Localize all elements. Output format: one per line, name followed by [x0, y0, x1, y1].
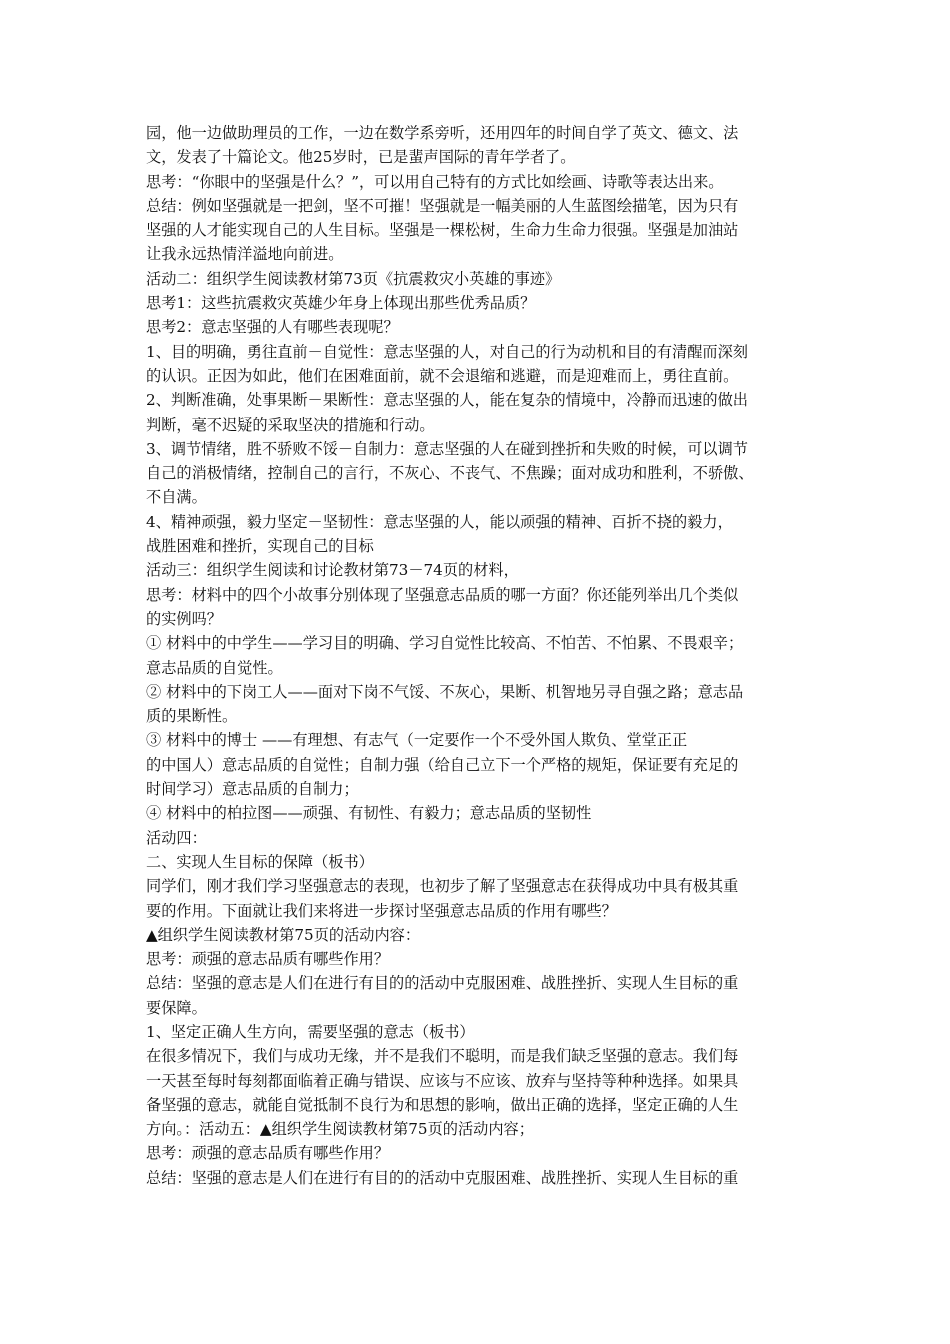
text-line: 要保障。 — [146, 998, 207, 1017]
text-line: 总结：例如坚强就是一把剑，坚不可摧！坚强就是一幅美丽的人生蓝图绘描笔，因为只有 — [146, 196, 739, 215]
text-line: ② 材料中的下岗工人——面对下岗不气馁、不灰心，果断、机智地另寻自强之路；意志品 — [146, 682, 744, 701]
text-line: 的中国人）意志品质的自觉性；自制力强（给自己立下一个严格的规矩，保证要有充足的 — [146, 755, 739, 774]
text-line: 让我永远热情洋溢地向前进。 — [146, 245, 344, 264]
text-line: ④ 材料中的柏拉图——顽强、有韧性、有毅力；意志品质的坚韧性 — [146, 804, 592, 823]
text-line: 思考：顽强的意志品质有哪些作用？ — [146, 1144, 389, 1163]
text-line: 坚强的人才能实现自己的人生目标。坚强是一棵松树，生命力生命力很强。坚强是加油站 — [146, 221, 739, 240]
text-line: 意志品质的自觉性。 — [146, 658, 283, 677]
text-line: 判断，毫不迟疑的采取坚决的措施和行动。 — [146, 415, 435, 434]
text-line: 方向。：活动五：▲组织学生阅读教材第75页的活动内容； — [146, 1120, 534, 1139]
text-line: 3、调节情绪，胜不骄败不馁－自制力：意志坚强的人在碰到挫折和失败的时候，可以调节 — [146, 439, 748, 458]
text-line: 二、实现人生目标的保障（板书） — [146, 852, 374, 871]
text-line: 不自满。 — [146, 488, 207, 507]
text-line: 1、坚定正确人生方向，需要坚强的意志（板书） — [146, 1022, 475, 1041]
text-line: 2、判断准确，处事果断－果断性：意志坚强的人，能在复杂的情境中，冷静而迅速的做出 — [146, 391, 748, 410]
text-line: 4、精神顽强，毅力坚定－坚韧性：意志坚强的人，能以顽强的精神、百折不挠的毅力， — [146, 512, 733, 531]
text-line: 思考1：这些抗震救灾英雄少年身上体现出那些优秀品质？ — [146, 294, 536, 313]
text-line: 的认识。正因为如此，他们在困难面前，就不会退缩和逃避，而是迎难而上，勇往直前。 — [146, 366, 739, 385]
text-line: 活动四： — [146, 828, 207, 847]
text-line: 总结：坚强的意志是人们在进行有目的的活动中克服困难、战胜挫折、实现人生目标的重 — [146, 1168, 739, 1187]
text-line: ③ 材料中的博士 ——有理想、有志气（一定要作一个不受外国人欺负、堂堂正正 — [146, 731, 688, 750]
text-line: ① 材料中的中学生——学习目的明确、学习自觉性比较高、不怕苦、不怕累、不畏艰辛； — [146, 634, 744, 653]
text-line: 一天甚至每时每刻都面临着正确与错误、应该与不应该、放弃与坚持等种种选择。如果具 — [146, 1071, 739, 1090]
text-line: 在很多情况下，我们与成功无缘，并不是我们不聪明，而是我们缺乏坚强的意志。我们每 — [146, 1047, 739, 1066]
text-line: 时间学习）意志品质的自制力； — [146, 780, 359, 799]
text-line: 思考：“你眼中的坚强是什么？”，可以用自己特有的方式比如绘画、诗歌等表达出来。 — [146, 172, 724, 191]
text-line: 1、目的明确，勇往直前－自觉性：意志坚强的人，对自己的行为动机和目的有清醒而深刻 — [146, 342, 748, 361]
document-body — [146, 121, 818, 1190]
text-line: 要的作用。下面就让我们来将进一步探讨坚强意志品质的作用有哪些？ — [146, 901, 617, 920]
text-line: 同学们，刚才我们学习坚强意志的表现，也初步了解了坚强意志在获得成功中具有极其重 — [146, 877, 739, 896]
text-line: ▲组织学生阅读教材第75页的活动内容： — [146, 925, 421, 944]
text-line: 质的果断性。 — [146, 707, 238, 726]
text-line: 园，他一边做助理员的工作，一边在数学系旁听，还用四年的时间自学了英文、德文、法 — [146, 124, 739, 142]
text-line: 活动三：组织学生阅读和讨论教材第73－74页的材料， — [146, 561, 519, 580]
text-line: 思考：顽强的意志品质有哪些作用？ — [146, 950, 389, 969]
text-line: 总结：坚强的意志是人们在进行有目的的活动中克服困难、战胜挫折、实现人生目标的重 — [146, 974, 739, 993]
text-line: 的实例吗？ — [146, 609, 222, 628]
text-line: 文，发表了十篇论文。他25岁时，已是蜚声国际的青年学者了。 — [146, 148, 576, 167]
text-line: 活动二：组织学生阅读教材第73页《抗震救灾小英雄的事迹》 — [146, 269, 561, 288]
text-line: 思考：材料中的四个小故事分别体现了坚强意志品质的哪一方面？你还能列举出几个类似 — [146, 585, 739, 604]
text-line: 战胜困难和挫折，实现自己的目标 — [146, 537, 374, 556]
text-line: 自己的消极情绪，控制自己的言行，不灰心、不丧气、不焦躁；面对成功和胜利，不骄傲、 — [146, 464, 754, 483]
text-line: 备坚强的意志，就能自觉抵制不良行为和思想的影响，做出正确的选择，坚定正确的人生 — [146, 1095, 739, 1114]
text-line: 思考2：意志坚强的人有哪些表现呢？ — [146, 318, 399, 337]
